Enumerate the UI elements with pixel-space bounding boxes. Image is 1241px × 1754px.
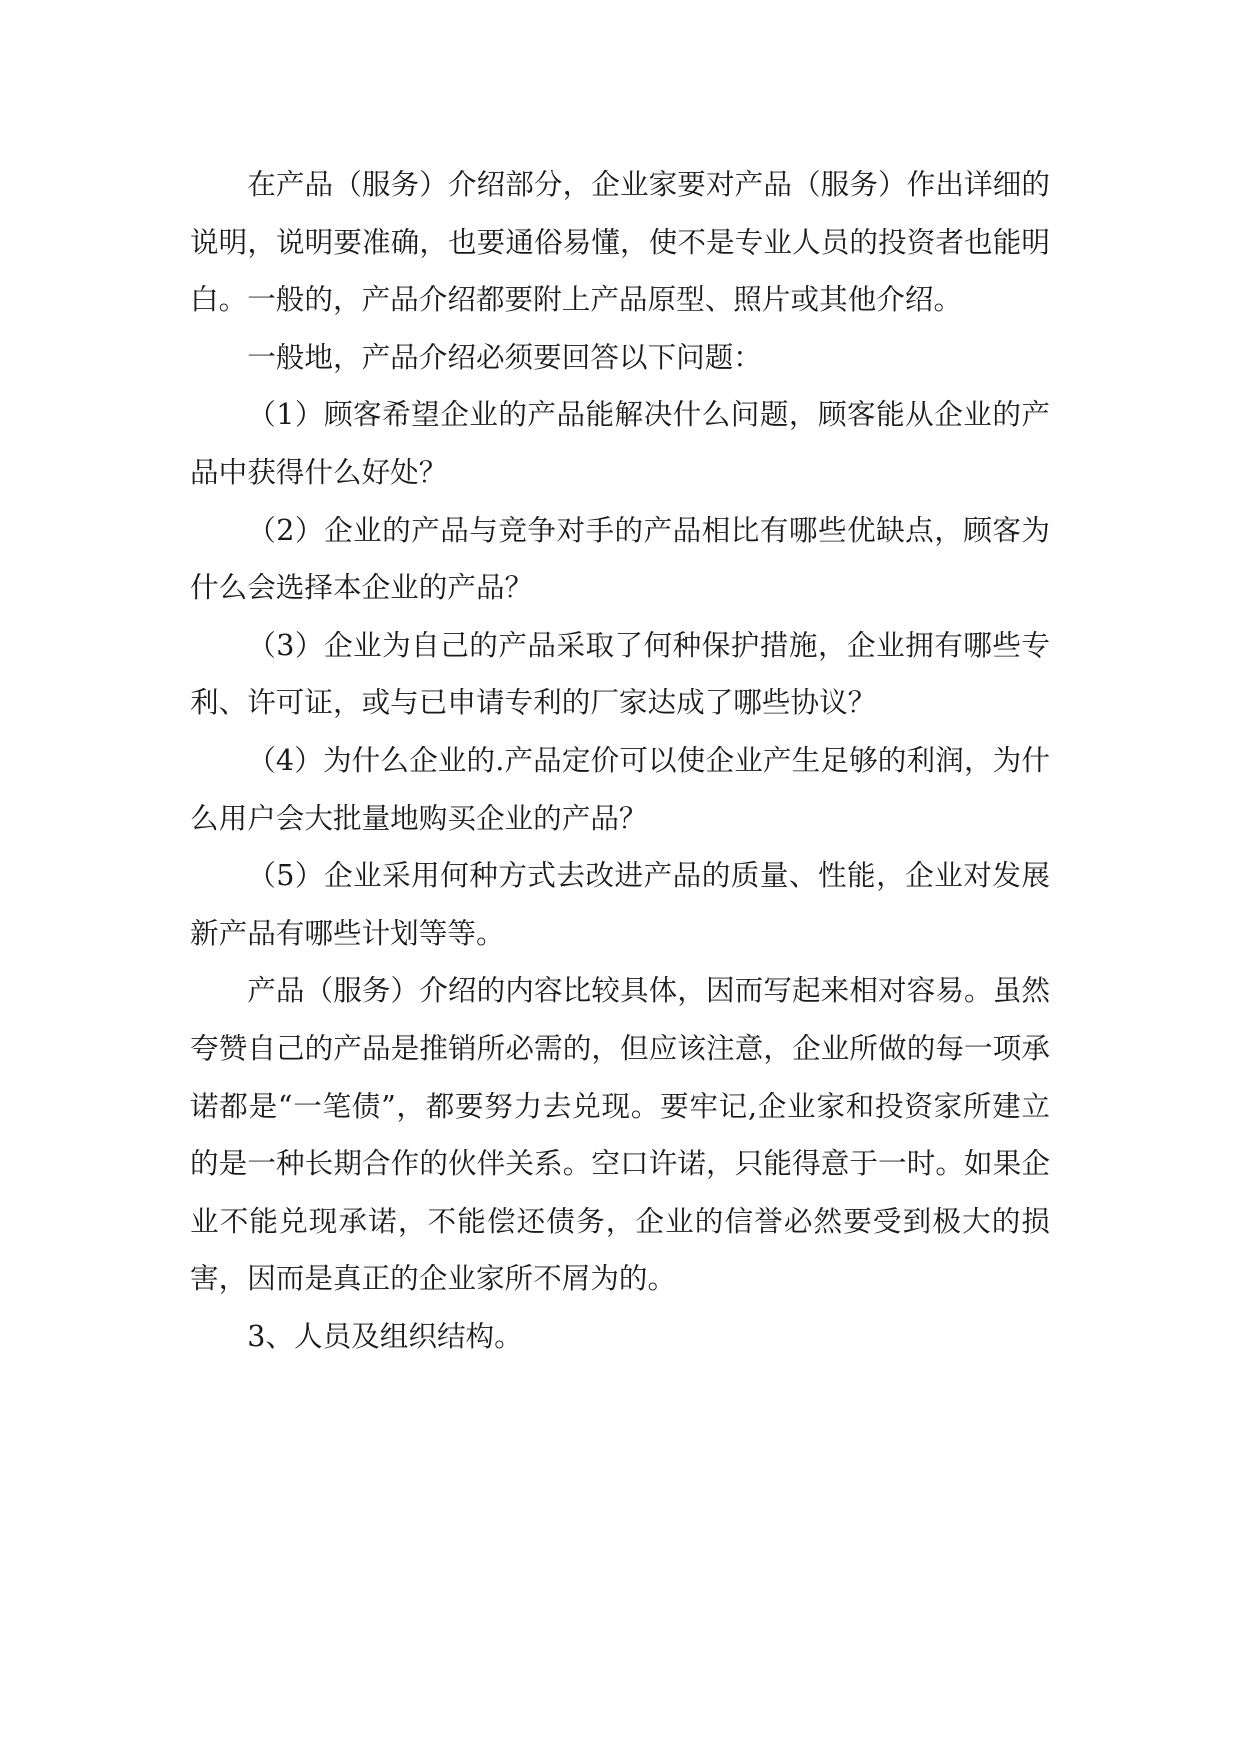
- paragraph-commitment: 产品（服务）介绍的内容比较具体，因而写起来相对容易。虽然夸赞自己的产品是推销所必需的，但应该注意，企业所做的每一项承诺都是“一笔债”，都要努力去兑现。要牢记,企业家和投资家所建立的是一种长期合作的伙伴关系。空口许诺，只能得意于一时。如果企业不能兑现承诺，不能偿还债务，企业的信誉必然要受到极大的损害，因而是真正的企业家所不屑为的。: [190, 973, 1050, 1296]
- question-item-5: （5）企业采用何种方式去改进产品的质量、性能，企业对发展新产品有哪些计划等等。: [190, 858, 1050, 950]
- question-item-2: （2）企业的产品与竞争对手的产品相比有哪些优缺点，顾客为什么会选择本企业的产品？: [190, 512, 1050, 605]
- section-heading-personnel: 3、人员及组织结构。: [247, 1318, 523, 1353]
- paragraph-questions-lead: 一般地，产品介绍必须要回答以下问题：: [247, 339, 762, 374]
- question-item-4: （4）为什么企业的.产品定价可以使企业产生足够的利润，为什么用户会大批量地购买企业的产品？: [190, 742, 1050, 835]
- paragraph-intro: 在产品（服务）介绍部分，企业家要对产品（服务）作出详细的说明，说明要准确，也要通俗易懂，使不是专业人员的投资者也能明白。一般的，产品介绍都要附上产品原型、照片或其他介绍。: [190, 167, 1050, 317]
- document-body: [190, 156, 1050, 1365]
- question-item-1: （1）顾客希望企业的产品能解决什么问题，顾客能从企业的产品中获得什么好处？: [190, 397, 1050, 489]
- question-item-3: （3）企业为自己的产品采取了何种保护措施，企业拥有哪些专利、许可证，或与已申请专利的厂家达成了哪些协议？: [190, 627, 1050, 720]
